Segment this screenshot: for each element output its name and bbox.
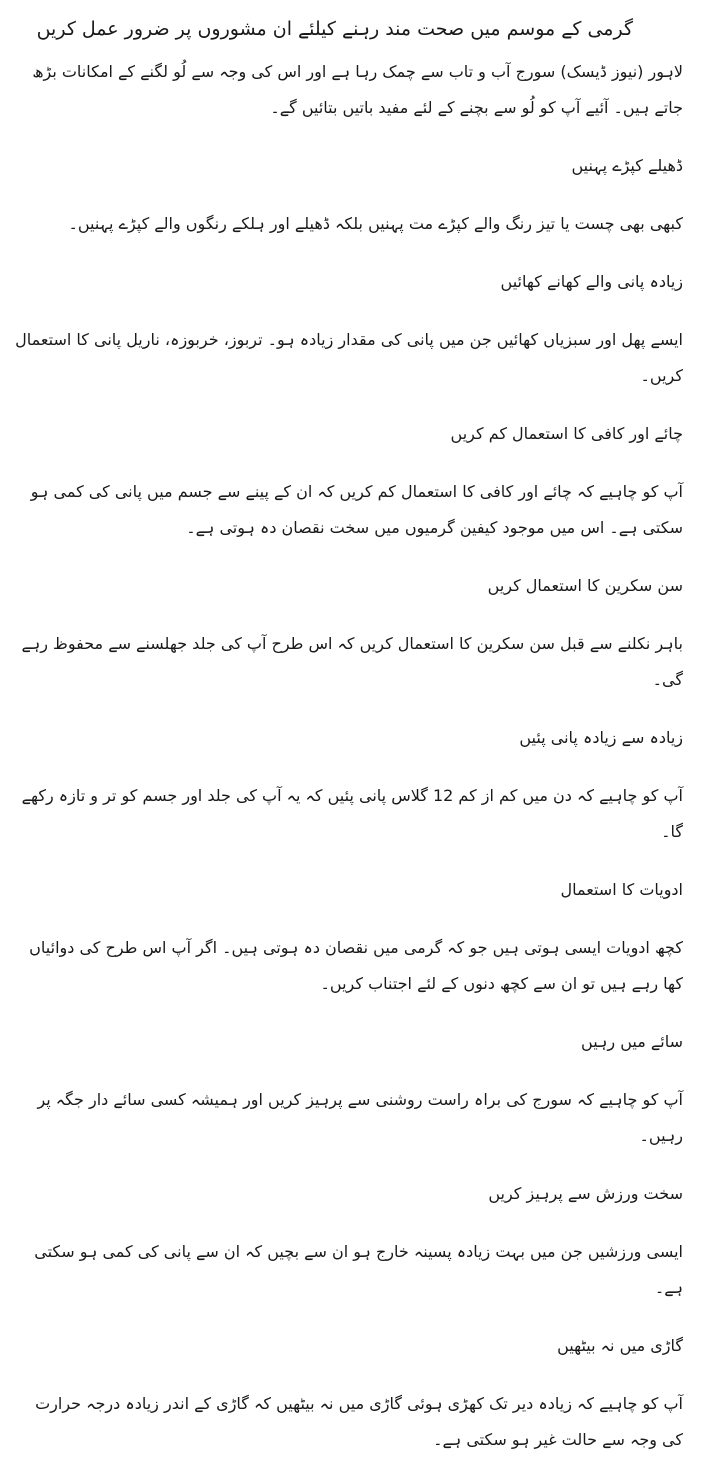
- section-medicines: [14, 872, 689, 1002]
- section-loose-clothes: [14, 148, 689, 242]
- section-tea-coffee: [14, 416, 689, 546]
- section-heading: ادویات کا استعمال: [560, 880, 683, 899]
- section-text: آپ کو چاہیے کہ دن میں کم از کم 12 گلاس پانی پئیں کہ یہ آپ کی جلد اور جسم کو تر و تازہ رکھے گا۔: [21, 786, 683, 841]
- section-heading: زیادہ سے زیادہ پانی پئیں: [519, 728, 683, 747]
- section-text: آپ کو چاہیے کہ چائے اور کافی کا استعمال کم کریں کہ ان کے پینے سے جسم میں پانی کی کمی ہو سکتی ہے۔ اس میں موجود کیفین گرمیوں میں سخت نقصان دہ ہوتی ہے۔: [30, 482, 683, 537]
- section-heading: سائے میں رہیں: [581, 1032, 683, 1051]
- section-text: ایسی ورزشیں جن میں بہت زیادہ پسینہ خارج ہو ان سے بچیں کہ ان سے پانی کی کمی ہو سکتی ہے۔: [34, 1242, 683, 1297]
- section-heading: گاڑی میں نہ بیٹھیں: [557, 1336, 683, 1355]
- section-heading: سن سکرین کا استعمال کریں: [487, 576, 683, 595]
- section-heading: زیادہ پانی والے کھانے کھائیں: [500, 272, 683, 291]
- section-sunscreen: [14, 568, 689, 698]
- section-avoid-exercise: [14, 1176, 689, 1306]
- section-shade: [14, 1024, 689, 1154]
- section-text: کبھی بھی چست یا تیز رنگ والے کپڑے مت پہنیں بلکہ ڈھیلے اور ہلکے رنگوں والے کپڑے پہنیں۔: [68, 214, 683, 233]
- section-text: باہر نکلنے سے قبل سن سکرین کا استعمال کریں کہ اس طرح آپ کی جلد جھلسنے سے محفوظ رہے گی۔: [21, 634, 683, 689]
- section-heading: سخت ورزش سے پرہیز کریں: [488, 1184, 683, 1203]
- article-title: گرمی کے موسم میں صحت مند رہنے کیلئے ان مشوروں پر ضرور عمل کریں: [36, 18, 633, 40]
- section-text: کچھ ادویات ایسی ہوتی ہیں جو کہ گرمی میں نقصان دہ ہوتی ہیں۔ اگر آپ اس طرح کی دوائیاں کھا رہے ہیں تو ان سے کچھ دنوں کے لئے اجتناب کریں۔: [29, 938, 683, 993]
- section-text: ایسے پھل اور سبزیاں کھائیں جن میں پانی کی مقدار زیادہ ہو۔ تربوز، خربوزہ، ناریل پانی کا استعمال کریں۔: [15, 330, 683, 385]
- section-text: آپ کو چاہیے کہ زیادہ دیر تک کھڑی ہوئی گاڑی میں نہ بیٹھیں کہ گاڑی کے اندر زیادہ درجہ حرارت کی وجہ سے حالت غیر ہو سکتی ہے۔: [35, 1394, 683, 1449]
- section-heading: چائے اور کافی کا استعمال کم کریں: [450, 424, 683, 443]
- article: [14, 10, 689, 1480]
- section-heading: ڈھیلے کپڑے پہنیں: [571, 156, 683, 175]
- section-watery-foods: [14, 264, 689, 394]
- section-drink-water: [14, 720, 689, 850]
- article-intro: لاہور (نیوز ڈیسک) سورج آب و تاب سے چمک رہا ہے اور اس کی وجہ سے لُو لگنے کے امکانات بڑھ جاتے ہیں۔ آئیے آپ کو لُو سے بچنے کے لئے مفید باتیں بتائیں گے۔: [32, 62, 683, 117]
- section-parked-car: [14, 1328, 689, 1458]
- section-text: آپ کو چاہیے کہ سورج کی براہ راست روشنی سے پرہیز کریں اور ہمیشہ کسی سائے دار جگہ پر رہیں۔: [37, 1090, 683, 1145]
